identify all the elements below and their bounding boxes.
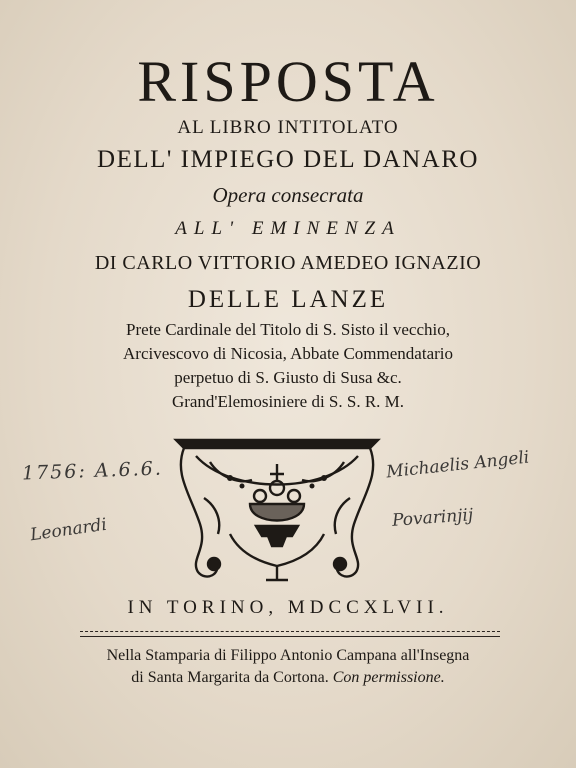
divider-rule — [80, 631, 500, 637]
description-line-4: Grand'Elemosiniere di S. S. R. M. — [171, 392, 405, 411]
dedication-eminence: ALL' EMINENZA — [175, 218, 401, 239]
handwritten-name-left: Leonardi — [28, 514, 109, 546]
book-title: RISPOSTA — [137, 49, 439, 114]
subtitle-line-2: DELL' IMPIEGO DEL DANARO — [97, 146, 479, 173]
description-line-2: Arcivescovo di Nicosia, Abbate Commendatario — [123, 344, 453, 363]
subtitle-line-1: AL LIBRO INTITOLATO — [177, 117, 399, 138]
dedication-line: Opera consecrata — [212, 183, 364, 207]
imprint-line: IN TORINO, MDCCXLVII. — [127, 597, 449, 618]
ornament-vignette-icon — [170, 434, 384, 584]
handwritten-name-right-top: Michaelis Angeli — [385, 447, 531, 483]
handwritten-name-right-bottom: Povarinjij — [391, 505, 474, 531]
publisher-place: di Santa Margarita da Cortona. — [131, 669, 329, 686]
handwritten-date: 1756: A.6.6. — [21, 457, 164, 485]
dedicatee-name: DI CARLO VITTORIO AMEDEO IGNAZIO — [94, 252, 482, 274]
description-line-3: perpetuo di S. Giusto di Susa &c. — [174, 368, 402, 387]
publisher-line-1: Nella Stamparia di Filippo Antonio Campana all'Insegna — [106, 647, 470, 664]
publisher-permission: Con permissione. — [332, 669, 445, 686]
publisher-line-2 — [0, 669, 576, 687]
dedicatee-family: DELLE LANZE — [187, 286, 389, 313]
description-line-1: Prete Cardinale del Titolo di S. Sisto il vecchio, — [126, 320, 450, 339]
